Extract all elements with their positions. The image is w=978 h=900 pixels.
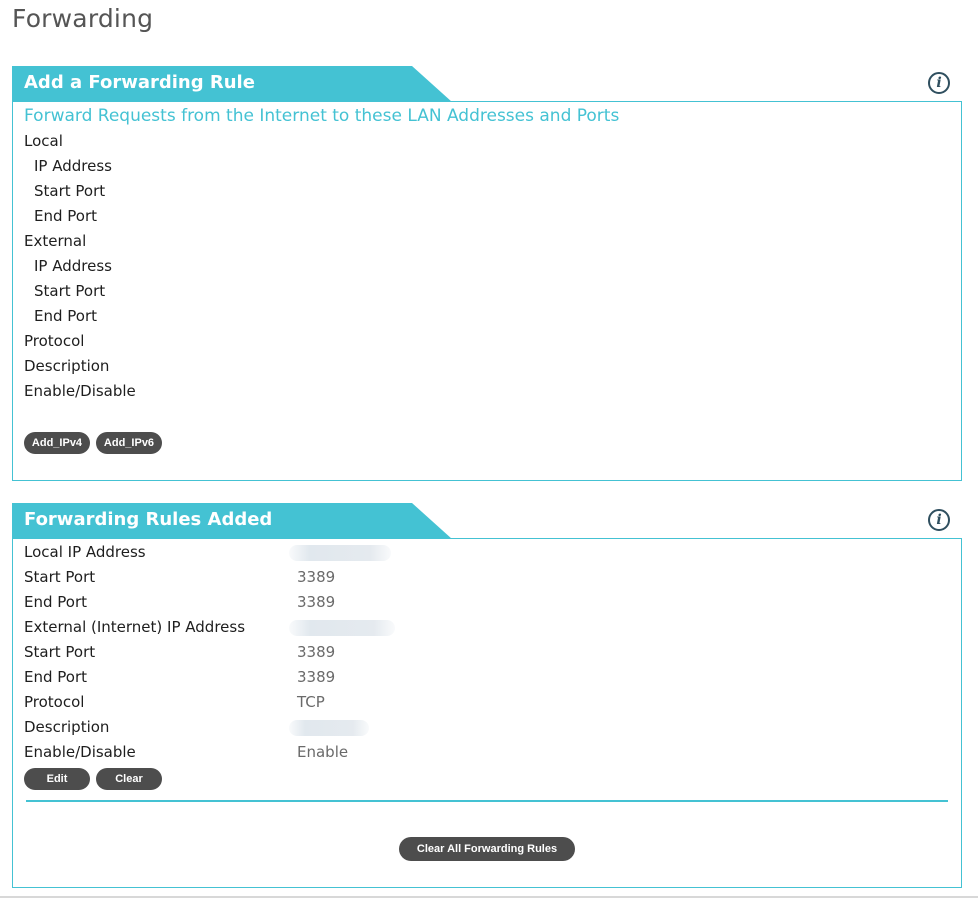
add-rule-body (12, 101, 962, 481)
local-end-port-label: End Port (34, 207, 98, 225)
rules-divider (26, 800, 948, 802)
rule-start-port-value: 3389 (297, 568, 336, 586)
add-forwarding-rule-panel (12, 66, 962, 482)
rule-protocol-label: Protocol (24, 693, 85, 711)
rule-start-port-label: Start Port (24, 568, 96, 586)
external-start-port-label: Start Port (34, 282, 106, 300)
add-rule-subtitle: Forward Requests from the Internet to these LAN Addresses and Ports (24, 106, 620, 126)
rule-local-ip-label: Local IP Address (24, 543, 146, 561)
rule-local-ip-value-redacted (289, 545, 391, 561)
rules-added-tab-title: Forwarding Rules Added (24, 509, 273, 530)
local-start-port-label: Start Port (34, 182, 106, 200)
external-end-port-label: End Port (34, 307, 98, 325)
local-label: Local (24, 132, 63, 150)
protocol-label: Protocol (24, 332, 85, 350)
rule-enable-label: Enable/Disable (24, 743, 136, 761)
clear-button[interactable]: Clear (96, 768, 162, 790)
rule-end-port-value: 3389 (297, 593, 336, 611)
rule-protocol-value: TCP (297, 693, 325, 711)
rule-ext-end-port-label: End Port (24, 668, 88, 686)
rule-ext-end-port-value: 3389 (297, 668, 336, 686)
rule-ext-start-port-label: Start Port (24, 643, 96, 661)
add-rule-tab-title: Add a Forwarding Rule (24, 72, 255, 93)
edit-button[interactable]: Edit (24, 768, 90, 790)
enable-disable-label: Enable/Disable (24, 382, 136, 400)
rule-ext-start-port-value: 3389 (297, 643, 336, 661)
external-label: External (24, 232, 87, 250)
page-title: Forwarding (12, 4, 154, 33)
local-ip-label: IP Address (34, 157, 112, 175)
rules-added-body (12, 538, 962, 888)
rule-external-ip-value-redacted (289, 620, 395, 636)
bottom-border (0, 896, 978, 898)
rule-description-label: Description (24, 718, 110, 736)
rule-end-port-label: End Port (24, 593, 88, 611)
forwarding-rules-added-panel (12, 503, 962, 889)
rule-external-ip-label: External (Internet) IP Address (24, 618, 246, 636)
info-icon[interactable]: i (928, 72, 950, 94)
clear-all-forwarding-rules-button[interactable]: Clear All Forwarding Rules (399, 837, 575, 861)
info-icon[interactable]: i (928, 509, 950, 531)
add-ipv6-button[interactable]: Add_IPv6 (96, 432, 162, 454)
rule-description-value-redacted (289, 720, 369, 736)
add-ipv4-button[interactable]: Add_IPv4 (24, 432, 90, 454)
rule-enable-value: Enable (297, 743, 349, 761)
external-ip-label: IP Address (34, 257, 112, 275)
description-label: Description (24, 357, 110, 375)
